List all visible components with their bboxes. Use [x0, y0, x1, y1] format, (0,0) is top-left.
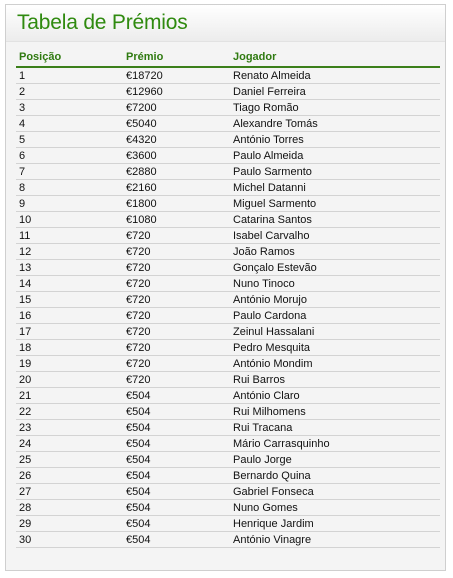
- cell-player: Paulo Cardona: [230, 308, 440, 324]
- cell-position: 26: [16, 468, 123, 484]
- cell-position: 19: [16, 356, 123, 372]
- column-header-position: Posição: [16, 50, 123, 67]
- cell-position: 25: [16, 452, 123, 468]
- cell-player: Paulo Almeida: [230, 148, 440, 164]
- cell-player: Bernardo Quina: [230, 468, 440, 484]
- cell-prize: €504: [123, 516, 230, 532]
- table-row: [16, 468, 440, 484]
- table-row: [16, 340, 440, 356]
- cell-prize: €1800: [123, 196, 230, 212]
- cell-position: 30: [16, 532, 123, 548]
- table-row: [16, 292, 440, 308]
- cell-player: Rui Tracana: [230, 420, 440, 436]
- cell-prize: €720: [123, 260, 230, 276]
- cell-player: Michel Datanni: [230, 180, 440, 196]
- cell-prize: €720: [123, 228, 230, 244]
- table-row: [16, 100, 440, 116]
- cell-position: 2: [16, 84, 123, 100]
- cell-player: Zeinul Hassalani: [230, 324, 440, 340]
- cell-player: Rui Milhomens: [230, 404, 440, 420]
- table-row: [16, 260, 440, 276]
- cell-prize: €720: [123, 292, 230, 308]
- cell-position: 22: [16, 404, 123, 420]
- cell-position: 24: [16, 436, 123, 452]
- cell-position: 9: [16, 196, 123, 212]
- column-header-player: Jogador: [230, 50, 440, 67]
- cell-position: 5: [16, 132, 123, 148]
- cell-player: Isabel Carvalho: [230, 228, 440, 244]
- cell-prize: €18720: [123, 67, 230, 84]
- cell-prize: €720: [123, 308, 230, 324]
- cell-player: Pedro Mesquita: [230, 340, 440, 356]
- cell-prize: €7200: [123, 100, 230, 116]
- cell-player: Tiago Romão: [230, 100, 440, 116]
- table-row: [16, 516, 440, 532]
- cell-player: Miguel Sarmento: [230, 196, 440, 212]
- cell-player: Paulo Jorge: [230, 452, 440, 468]
- cell-position: 4: [16, 116, 123, 132]
- cell-player: Mário Carrasquinho: [230, 436, 440, 452]
- cell-player: António Torres: [230, 132, 440, 148]
- cell-position: 7: [16, 164, 123, 180]
- cell-player: António Vinagre: [230, 532, 440, 548]
- cell-prize: €12960: [123, 84, 230, 100]
- cell-player: Renato Almeida: [230, 67, 440, 84]
- table-header-row: [16, 50, 440, 67]
- cell-prize: €2880: [123, 164, 230, 180]
- cell-position: 10: [16, 212, 123, 228]
- table-row: [16, 484, 440, 500]
- cell-position: 18: [16, 340, 123, 356]
- cell-position: 29: [16, 516, 123, 532]
- cell-prize: €504: [123, 420, 230, 436]
- cell-prize: €504: [123, 452, 230, 468]
- cell-player: Gonçalo Estevão: [230, 260, 440, 276]
- page-title: Tabela de Prémios: [17, 11, 188, 34]
- cell-position: 13: [16, 260, 123, 276]
- cell-position: 27: [16, 484, 123, 500]
- table-row: [16, 196, 440, 212]
- cell-position: 6: [16, 148, 123, 164]
- cell-position: 3: [16, 100, 123, 116]
- cell-prize: €5040: [123, 116, 230, 132]
- cell-prize: €720: [123, 276, 230, 292]
- cell-player: Henrique Jardim: [230, 516, 440, 532]
- cell-player: Catarina Santos: [230, 212, 440, 228]
- cell-player: Alexandre Tomás: [230, 116, 440, 132]
- cell-prize: €720: [123, 244, 230, 260]
- table-row: [16, 388, 440, 404]
- cell-player: Nuno Tinoco: [230, 276, 440, 292]
- table-row: [16, 532, 440, 548]
- cell-player: Gabriel Fonseca: [230, 484, 440, 500]
- table-row: [16, 308, 440, 324]
- table-row: [16, 180, 440, 196]
- cell-prize: €504: [123, 468, 230, 484]
- cell-player: António Morujo: [230, 292, 440, 308]
- table-row: [16, 228, 440, 244]
- column-header-prize: Prémio: [123, 50, 230, 67]
- table-row: [16, 212, 440, 228]
- cell-player: António Mondim: [230, 356, 440, 372]
- table-row: [16, 372, 440, 388]
- table-row: [16, 116, 440, 132]
- table-row: [16, 500, 440, 516]
- cell-position: 12: [16, 244, 123, 260]
- cell-prize: €504: [123, 436, 230, 452]
- cell-position: 15: [16, 292, 123, 308]
- cell-prize: €3600: [123, 148, 230, 164]
- cell-position: 1: [16, 67, 123, 84]
- cell-position: 21: [16, 388, 123, 404]
- table-row: [16, 276, 440, 292]
- cell-position: 20: [16, 372, 123, 388]
- table-row: [16, 148, 440, 164]
- cell-prize: €720: [123, 372, 230, 388]
- table-row: [16, 164, 440, 180]
- table-row: [16, 244, 440, 260]
- table-row: [16, 420, 440, 436]
- cell-position: 11: [16, 228, 123, 244]
- prize-table: [16, 50, 440, 548]
- cell-position: 8: [16, 180, 123, 196]
- cell-position: 23: [16, 420, 123, 436]
- table-row: [16, 67, 440, 84]
- cell-player: António Claro: [230, 388, 440, 404]
- cell-prize: €504: [123, 388, 230, 404]
- cell-player: Daniel Ferreira: [230, 84, 440, 100]
- cell-prize: €504: [123, 500, 230, 516]
- cell-player: Rui Barros: [230, 372, 440, 388]
- table-body: [16, 67, 440, 548]
- cell-player: João Ramos: [230, 244, 440, 260]
- cell-player: Nuno Gomes: [230, 500, 440, 516]
- cell-prize: €504: [123, 532, 230, 548]
- table-row: [16, 132, 440, 148]
- cell-prize: €1080: [123, 212, 230, 228]
- cell-player: Paulo Sarmento: [230, 164, 440, 180]
- cell-prize: €504: [123, 484, 230, 500]
- table-row: [16, 404, 440, 420]
- cell-prize: €4320: [123, 132, 230, 148]
- cell-position: 14: [16, 276, 123, 292]
- table-row: [16, 436, 440, 452]
- table-row: [16, 324, 440, 340]
- cell-prize: €720: [123, 356, 230, 372]
- cell-prize: €720: [123, 340, 230, 356]
- prize-table-panel: [5, 4, 446, 571]
- cell-position: 17: [16, 324, 123, 340]
- table-row: [16, 452, 440, 468]
- table-row: [16, 84, 440, 100]
- cell-position: 16: [16, 308, 123, 324]
- cell-prize: €504: [123, 404, 230, 420]
- table-row: [16, 356, 440, 372]
- cell-position: 28: [16, 500, 123, 516]
- cell-prize: €2160: [123, 180, 230, 196]
- cell-prize: €720: [123, 324, 230, 340]
